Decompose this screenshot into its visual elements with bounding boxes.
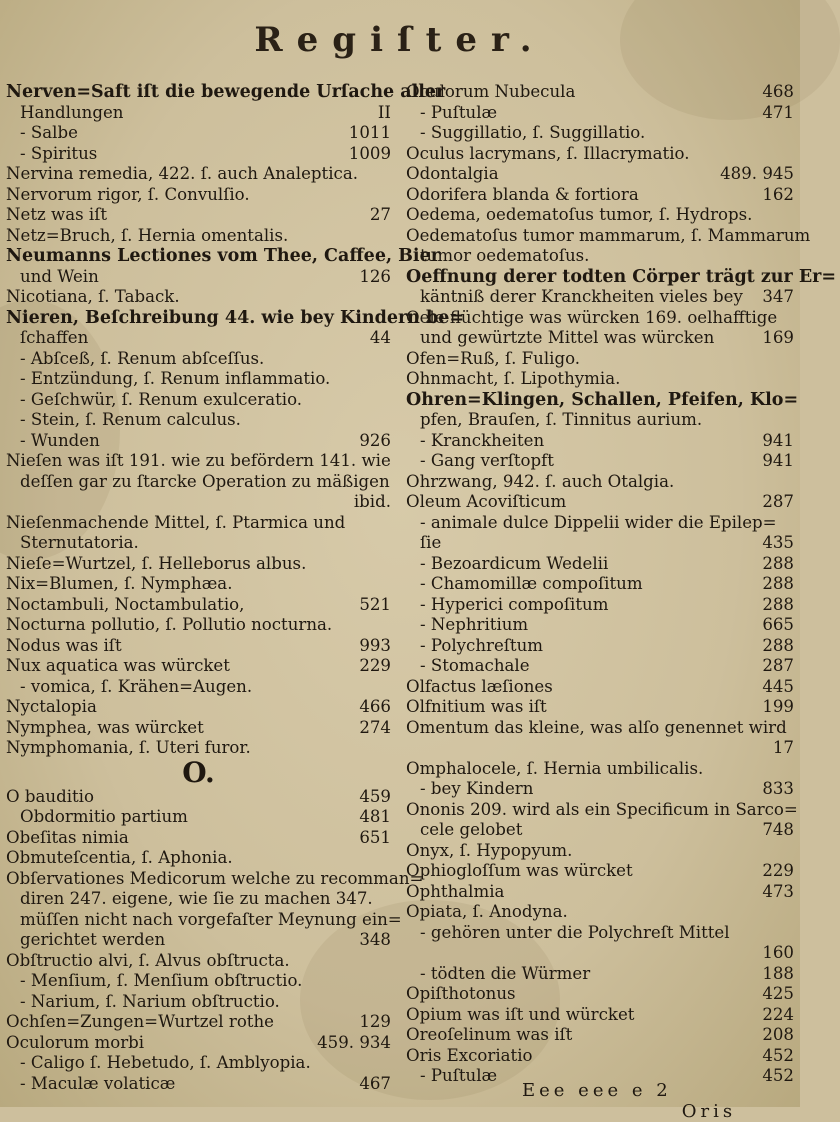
- index-entry: [406, 677, 794, 698]
- entry-page-ref: 748: [762, 820, 794, 839]
- entry-term: - Caligo ſ. Hebetudo, ſ. Amblyopia.: [20, 1053, 311, 1072]
- index-entry: [406, 759, 794, 780]
- entry-term: - Suggillatio, ſ. Suggillatio.: [420, 123, 646, 142]
- section-letter: O.: [182, 755, 215, 789]
- entry-page-ref: 169: [762, 328, 794, 347]
- page-header-title: Regiſter.: [254, 20, 546, 60]
- index-entry: [6, 828, 391, 849]
- index-entry: [6, 718, 391, 739]
- index-entry: [6, 1074, 391, 1095]
- entry-term: - Wunden: [20, 430, 100, 450]
- entry-term: Omphalocele, ſ. Hernia umbilicalis.: [406, 758, 704, 778]
- entry-term: gerichtet werden: [20, 930, 166, 949]
- entry-term: Oeffnung derer todten Cörper trägt zur Er=: [406, 266, 837, 287]
- page-footer: [522, 1080, 800, 1122]
- index-entry: [6, 574, 391, 595]
- entry-term: Oculorum morbi: [6, 1032, 145, 1052]
- index-entry: [406, 287, 794, 308]
- index-entry: [406, 513, 794, 534]
- index-entry: [406, 185, 794, 206]
- entry-term: käntniß derer Kranckheiten vieles bey: [420, 287, 743, 306]
- entry-term: Nix=Blumen, ſ. Nymphæa.: [6, 574, 233, 593]
- entry-page-ref: 347: [762, 287, 794, 306]
- index-entry: [6, 267, 391, 288]
- entry-page-ref: ibid.: [353, 492, 391, 511]
- entry-term: tumor oedematoſus.: [420, 246, 590, 265]
- entry-page-ref: 274: [359, 717, 391, 737]
- entry-term: Ononis 209. wird als ein Specificum in Sarco=: [406, 799, 798, 819]
- entry-term: Nieſe=Wurtzel, ſ. Helleborus albus.: [6, 553, 307, 573]
- entry-page-ref: 665: [762, 615, 794, 634]
- entry-page-ref: 651: [359, 827, 391, 847]
- index-entry: [406, 472, 794, 493]
- entry-term: Nervorum rigor, ſ. Convulſio.: [6, 184, 250, 204]
- index-entry: [6, 554, 391, 575]
- index-entry: [406, 431, 794, 452]
- entry-term: - Bezoardicum Wedelii: [420, 553, 609, 573]
- entry-term: Nyctalopia: [6, 697, 97, 716]
- entry-page-ref: 941: [762, 430, 794, 450]
- index-entry: [406, 389, 799, 411]
- entry-term: Odontalgia: [406, 164, 499, 183]
- entry-page-ref: 521: [359, 594, 391, 614]
- index-entry: [6, 848, 391, 869]
- entry-page-ref: 459: [359, 786, 391, 806]
- index-entry: [406, 82, 794, 103]
- entry-term: - Maculæ volaticæ: [20, 1073, 176, 1093]
- index-entry: [406, 943, 794, 964]
- index-entry: [6, 451, 391, 472]
- entry-term: Opiſthotonus: [406, 984, 516, 1003]
- printer-signature: Eee eee e 2: [522, 1080, 672, 1101]
- entry-term: - Nephritium: [420, 615, 529, 634]
- catchword: Oris: [681, 1101, 737, 1122]
- entry-term: - Gang verſtopft: [420, 451, 554, 470]
- entry-term: - Narium, ſ. Narium obſtructio.: [20, 991, 280, 1011]
- index-entry: [6, 971, 391, 992]
- index-entry: [406, 923, 794, 944]
- entry-term: Ophiogloſſum was würcket: [406, 861, 633, 880]
- entry-term: Odorifera blanda & fortiora: [406, 184, 639, 204]
- entry-page-ref: 27: [369, 205, 391, 224]
- entry-term: Ohnmacht, ſ. Lipothymia.: [406, 369, 621, 388]
- index-entry: [406, 533, 794, 554]
- index-entry: [406, 697, 794, 718]
- entry-term: - Hyperici compoſitum: [420, 594, 609, 614]
- entry-term: Obmuteſcentia, ſ. Aphonia.: [6, 848, 233, 867]
- index-entry: [6, 226, 391, 247]
- entry-term: Nieſen was iſt 191. wie zu befördern 141. wie: [6, 451, 391, 470]
- entry-term: Nerven=Saft iſt die bewegende Urſache aller: [6, 82, 446, 102]
- entry-term: Nervina remedia, 422. ſ. auch Analeptica.: [6, 164, 358, 183]
- entry-page-ref: 129: [359, 1012, 391, 1031]
- right-column: [406, 82, 837, 1092]
- index-entry: [406, 656, 794, 677]
- entry-term: - Stein, ſ. Renum calculus.: [20, 410, 241, 429]
- entry-term: ſchaffen: [20, 328, 89, 347]
- entry-term: Ohrzwang, 942. ſ. auch Otalgia.: [406, 471, 675, 491]
- index-entry: [6, 164, 391, 185]
- index-entry: [6, 951, 391, 972]
- index-entry: [406, 615, 794, 636]
- entry-term: Oedema, oedematoſus tumor, ſ. Hydrops.: [406, 205, 753, 224]
- entry-term: - Kranckheiten: [420, 430, 545, 450]
- entry-term: Handlungen: [20, 102, 124, 122]
- index-entry: [6, 889, 391, 910]
- entry-term: Ochſen=Zungen=Wurtzel rothe: [6, 1012, 274, 1031]
- entry-page-ref: 941: [762, 451, 794, 470]
- index-entry: [406, 964, 794, 985]
- entry-page-ref: 229: [762, 861, 794, 880]
- entry-page-ref: 833: [762, 779, 794, 798]
- entry-page-ref: 435: [762, 533, 794, 552]
- entry-term: Nieren, Beſchreibung 44. wie bey Kindern be=: [6, 307, 465, 328]
- entry-page-ref: 44: [369, 328, 391, 347]
- index-entry: [406, 410, 794, 431]
- entry-term: und Wein: [20, 266, 99, 286]
- index-entry: [406, 492, 794, 513]
- entry-term: - Geſchwür, ſ. Renum exulceratio.: [20, 389, 303, 409]
- index-entry: [406, 574, 794, 595]
- index-entry: [6, 615, 391, 636]
- index-entry: [6, 533, 391, 554]
- index-entry: [406, 779, 794, 800]
- entry-page-ref: 160: [762, 943, 794, 962]
- entry-term: cele gelobet: [420, 820, 523, 839]
- entry-page-ref: 288: [762, 635, 794, 655]
- entry-term: Noctambuli, Noctambulatio,: [6, 594, 245, 614]
- entry-term: Obſervationes Medicorum welche zu recomman=: [6, 868, 424, 888]
- entry-term: und gewürtzte Mittel was würcken: [420, 328, 715, 347]
- index-entry: [406, 984, 794, 1005]
- index-entry: [406, 103, 794, 124]
- entry-page-ref: 466: [359, 697, 391, 716]
- entry-term: Obſtructio alvi, ſ. Alvus obſtructa.: [6, 950, 290, 970]
- entry-term: Oedematoſus tumor mammarum, ſ. Mammarum: [406, 225, 811, 245]
- entry-term: diren 247. eigene, wie ſie zu machen 347.: [20, 889, 373, 908]
- entry-term: - Polychreſtum: [420, 635, 544, 655]
- entry-term: - Entzündung, ſ. Renum inflammatio.: [20, 369, 331, 388]
- index-entry: [406, 902, 794, 923]
- entry-page-ref: 467: [359, 1073, 391, 1093]
- entry-page-ref: 199: [762, 697, 794, 716]
- entry-term: Opium was iſt und würcket: [406, 1004, 635, 1024]
- index-entry: [6, 431, 391, 452]
- index-entry: [6, 307, 465, 329]
- index-entry: [6, 492, 391, 513]
- entry-term: Oculus lacrymans, ſ. Illacrymatio.: [406, 143, 690, 163]
- index-entry: [6, 472, 391, 493]
- index-entry: [406, 225, 811, 247]
- index-entry: [406, 164, 794, 185]
- entry-term: Olfnitium was iſt: [406, 697, 547, 716]
- entry-term: Nieſenmachende Mittel, ſ. Ptarmica und: [6, 512, 346, 532]
- index-entry: [6, 656, 391, 677]
- entry-term: Oleum Acoviſticum: [406, 492, 567, 511]
- index-entry: [406, 123, 794, 144]
- index-entry: [6, 868, 424, 890]
- index-entry: [406, 266, 837, 288]
- entry-term: Netz=Bruch, ſ. Hernia omentalis.: [6, 225, 289, 245]
- entry-term: Ohren=Klingen, Schallen, Pfeifen, Klo=: [406, 389, 799, 410]
- entry-page-ref: 188: [762, 963, 794, 983]
- entry-page-ref: 1011: [348, 123, 391, 142]
- index-entry: [6, 636, 391, 657]
- index-entry: [6, 144, 391, 165]
- entry-term: Neumanns Lectiones vom Thee, Caffee, Bier: [6, 246, 440, 266]
- entry-term: Obdormitio partium: [20, 807, 188, 826]
- index-entry: [406, 820, 794, 841]
- index-entry: [6, 185, 391, 206]
- entry-term: - Menſium, ſ. Menſium obſtructio.: [20, 971, 303, 990]
- entry-page-ref: 993: [359, 635, 391, 655]
- entry-term: Nodus was iſt: [6, 635, 122, 655]
- entry-page-ref: 348: [359, 930, 391, 949]
- index-entry: [6, 992, 391, 1013]
- entry-page-ref: 1009: [348, 143, 391, 163]
- entry-term: Nocturna pollutio, ſ. Pollutio nocturna.: [6, 615, 333, 634]
- index-entry: [6, 410, 391, 431]
- entry-term: müſſen nicht nach vorgefaſter Meynung ein=: [20, 909, 402, 929]
- index-entry: [406, 1025, 794, 1046]
- entry-page-ref: 288: [762, 574, 794, 593]
- entry-term: Ofen=Ruß, ſ. Fuligo.: [406, 348, 581, 368]
- entry-term: Oreoſelinum was iſt: [406, 1025, 573, 1044]
- index-entry: [6, 1033, 391, 1054]
- entry-page-ref: 452: [762, 1045, 794, 1065]
- entry-page-ref: 471: [762, 102, 794, 122]
- index-entry: [6, 697, 391, 718]
- entry-page-ref: 208: [762, 1025, 794, 1044]
- entry-term: Olfactus læſiones: [406, 676, 553, 696]
- entry-page-ref: II: [377, 102, 391, 122]
- index-entry: [406, 799, 798, 821]
- entry-page-ref: 17: [772, 738, 794, 757]
- entry-page-ref: 489. 945: [720, 164, 794, 183]
- index-entry: [6, 1012, 391, 1033]
- index-entry: [6, 1053, 391, 1074]
- entry-term: - Chamomillæ compoſitum: [420, 574, 643, 593]
- entry-term: Oele flüchtige was würcken 169. oelhafftige: [406, 307, 778, 327]
- index-entry: [406, 328, 794, 349]
- entry-term: - gehören unter die Polychreſt Mittel: [420, 922, 730, 942]
- index-entry: [406, 595, 794, 616]
- entry-page-ref: 473: [762, 881, 794, 901]
- index-entry: [6, 287, 391, 308]
- entry-term: ſie: [420, 533, 442, 552]
- index-entry: [6, 930, 391, 951]
- index-entry: [6, 82, 446, 103]
- entry-term: Nymphomania, ſ. Uteri furor.: [6, 738, 251, 757]
- entry-page-ref: 481: [359, 807, 391, 826]
- index-entry: [406, 349, 794, 370]
- entry-page-ref: 445: [762, 676, 794, 696]
- index-entry: [406, 861, 794, 882]
- index-entry: [6, 807, 391, 828]
- entry-term: Onyx, ſ. Hypopyum.: [406, 840, 573, 860]
- entry-term: Nymphea, was würcket: [6, 717, 204, 737]
- entry-term: - Stomachale: [420, 656, 530, 675]
- entry-term: Oris Excoriatio: [406, 1045, 533, 1065]
- entry-term: - Puſtulæ: [420, 1066, 498, 1085]
- index-entry: [6, 123, 391, 144]
- entry-term: Obeſitas nimia: [6, 827, 129, 847]
- index-entry: [6, 513, 391, 534]
- entry-page-ref: 425: [762, 984, 794, 1003]
- entry-page-ref: 459. 934: [317, 1032, 391, 1052]
- index-entry: [406, 1005, 794, 1026]
- entry-page-ref: 468: [762, 82, 794, 101]
- index-entry: [406, 738, 794, 759]
- index-entry: [406, 144, 794, 165]
- entry-term: Oculorum Nubecula: [406, 82, 576, 101]
- entry-page-ref: 162: [762, 184, 794, 204]
- index-entry: [6, 595, 391, 616]
- entry-page-ref: 288: [762, 553, 794, 573]
- index-entry: [6, 103, 391, 124]
- entry-term: - vomica, ſ. Krähen=Augen.: [20, 676, 253, 696]
- index-entry: [6, 787, 391, 808]
- entry-term: - Puſtulæ: [420, 102, 498, 122]
- entry-term: Nux aquatica was würcket: [6, 656, 230, 675]
- entry-page-ref: 126: [359, 266, 391, 286]
- entry-term: Omentum das kleine, was alſo genennet wird: [406, 717, 787, 737]
- index-entry: [406, 369, 794, 390]
- entry-term: Nicotiana, ſ. Taback.: [6, 287, 180, 306]
- entry-term: - Salbe: [20, 123, 78, 142]
- entry-page-ref: 452: [762, 1066, 794, 1085]
- index-entry: [406, 636, 794, 657]
- entry-page-ref: 229: [359, 656, 391, 675]
- index-entry: [6, 390, 391, 411]
- entry-term: - Abſceß, ſ. Renum abſceſſus.: [20, 348, 265, 368]
- index-entry: [6, 246, 440, 267]
- entry-term: - bey Kindern: [420, 779, 534, 798]
- index-entry: [6, 328, 391, 349]
- entry-term: - Spiritus: [20, 143, 98, 163]
- entry-term: Netz was iſt: [6, 205, 108, 224]
- entry-term: - animale dulce Dippelii wider die Epilep=: [420, 512, 777, 532]
- index-entry: [6, 205, 391, 226]
- entry-page-ref: 287: [762, 656, 794, 675]
- entry-term: Ophthalmia: [406, 881, 505, 901]
- entry-term: - tödten die Würmer: [420, 963, 591, 983]
- index-entry: [406, 205, 794, 226]
- index-entry: [406, 1046, 794, 1067]
- index-entry: [406, 308, 794, 329]
- index-entry: [406, 718, 794, 739]
- entry-page-ref: 288: [762, 594, 794, 614]
- index-entry: [406, 554, 794, 575]
- index-entry: [406, 451, 794, 472]
- index-entry: [6, 369, 391, 390]
- index-entry: [406, 882, 794, 903]
- entry-term: Sternutatoria.: [20, 533, 139, 552]
- entry-page-ref: 926: [359, 430, 391, 450]
- index-entry: [406, 246, 794, 267]
- entry-term: deſſen gar zu ſtarcke Operation zu mäßigen: [20, 471, 390, 491]
- index-entry: [406, 841, 794, 862]
- entry-term: Opiata, ſ. Anodyna.: [406, 902, 568, 921]
- index-entry: [6, 909, 402, 931]
- index-entry: [6, 349, 391, 370]
- entry-page-ref: 287: [762, 492, 794, 511]
- entry-page-ref: 224: [762, 1004, 794, 1024]
- index-entry: [6, 677, 391, 698]
- entry-term: O bauditio: [6, 786, 94, 806]
- entry-term: pfen, Brauſen, ſ. Tinnitus aurium.: [420, 410, 703, 429]
